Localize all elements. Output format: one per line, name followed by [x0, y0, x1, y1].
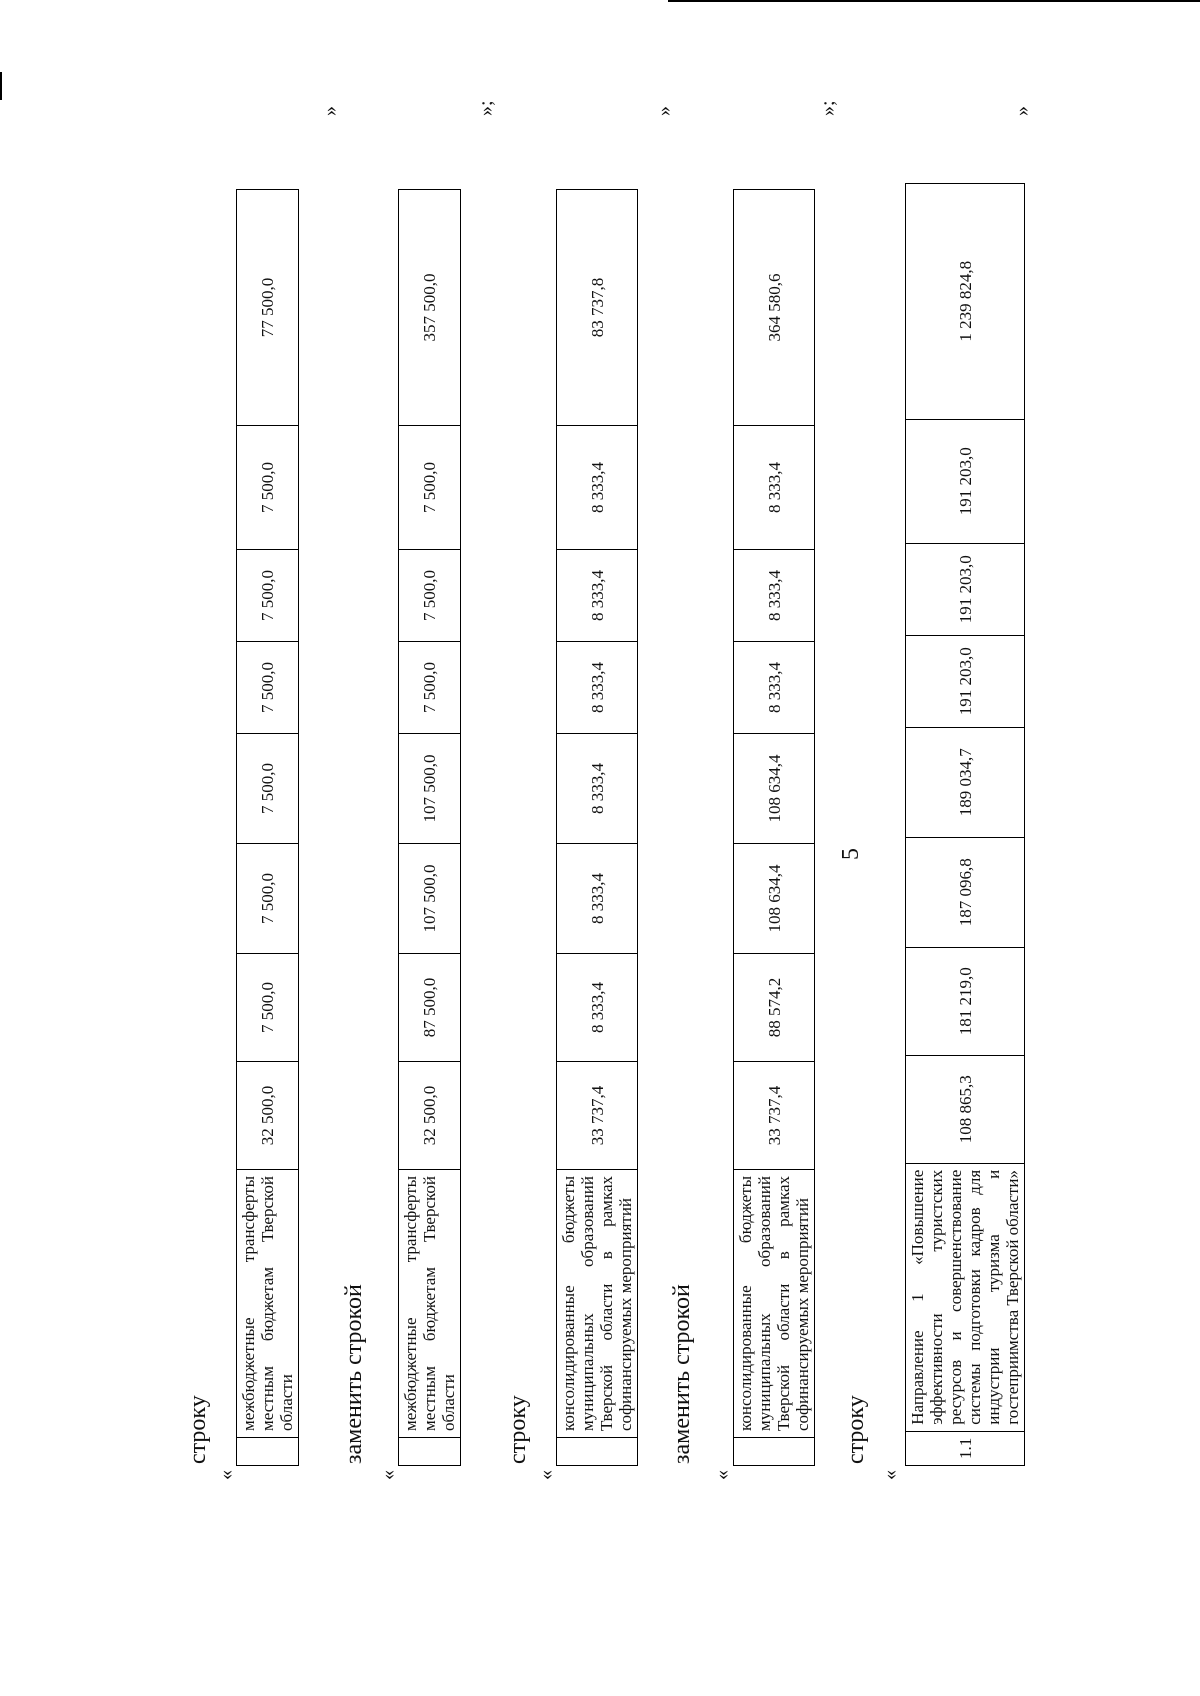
row-value: 83 737,8 — [557, 190, 638, 426]
table-row — [399, 190, 461, 1466]
row-value: 87 500,0 — [399, 954, 461, 1062]
table-row — [557, 190, 638, 1466]
row-value: 108 865,3 — [906, 1055, 1025, 1163]
row-value: 8 333,4 — [734, 550, 815, 642]
row-index: 1.1 — [906, 1431, 1025, 1465]
block-3-close-quote: » — [653, 106, 675, 116]
row-value: 7 500,0 — [399, 426, 461, 550]
row-value: 357 500,0 — [399, 190, 461, 426]
row-description: консолидированные бюджеты муниципальных образований Тверской области в рамках софинансируемых мероприятий — [557, 1170, 638, 1438]
row-value: 187 096,8 — [906, 837, 1025, 947]
block-4-open-quote: « — [711, 1470, 733, 1480]
row-value: 8 333,4 — [557, 426, 638, 550]
block-4-label: заменить строкой — [669, 1284, 695, 1464]
row-value: 32 500,0 — [399, 1062, 461, 1170]
row-value: 8 333,4 — [557, 642, 638, 734]
block-1-table — [236, 189, 299, 1466]
row-value: 7 500,0 — [237, 550, 299, 642]
row-index — [557, 1438, 638, 1466]
block-4-table — [733, 189, 815, 1466]
block-1-label: строку — [185, 1395, 211, 1464]
table-row — [237, 190, 299, 1466]
row-value: 7 500,0 — [237, 954, 299, 1062]
row-value: 107 500,0 — [399, 734, 461, 844]
block-5-close-quote: » — [1011, 106, 1033, 116]
row-value: 364 580,6 — [734, 190, 815, 426]
row-value: 8 333,4 — [557, 734, 638, 844]
row-value: 108 634,4 — [734, 734, 815, 844]
block-3-label: строку — [505, 1395, 531, 1464]
row-value: 77 500,0 — [237, 190, 299, 426]
row-index — [399, 1438, 461, 1466]
block-1-open-quote: « — [215, 1470, 237, 1480]
row-value: 33 737,4 — [557, 1062, 638, 1170]
row-value: 7 500,0 — [237, 642, 299, 734]
row-value: 191 203,0 — [906, 419, 1025, 543]
block-2-open-quote: « — [377, 1470, 399, 1480]
row-value: 181 219,0 — [906, 947, 1025, 1055]
row-description: Направление 1 «Повышение эффективности туристских ресурсов и совершенствование системы подготовки кадров для индустрии туризма и гостеприимства Тверской области» — [906, 1163, 1025, 1431]
row-description: межбюджетные трансферты местным бюджетам Тверской области — [237, 1170, 299, 1438]
row-value: 33 737,4 — [734, 1062, 815, 1170]
row-value: 8 333,4 — [734, 642, 815, 734]
row-value: 108 634,4 — [734, 844, 815, 954]
row-description: межбюджетные трансферты местным бюджетам Тверской области — [399, 1170, 461, 1438]
row-value: 191 203,0 — [906, 635, 1025, 727]
row-value: 191 203,0 — [906, 543, 1025, 635]
page-number: 5 — [838, 848, 864, 860]
row-value: 8 333,4 — [557, 550, 638, 642]
row-value: 8 333,4 — [557, 954, 638, 1062]
row-value: 88 574,2 — [734, 954, 815, 1062]
block-3-table — [556, 189, 638, 1466]
block-5-open-quote: « — [879, 1470, 901, 1480]
row-index — [734, 1438, 815, 1466]
row-value: 7 500,0 — [237, 426, 299, 550]
row-value: 8 333,4 — [734, 426, 815, 550]
block-2-table — [398, 189, 461, 1466]
row-value: 189 034,7 — [906, 727, 1025, 837]
block-5-label: строку — [843, 1395, 869, 1464]
block-3-open-quote: « — [535, 1470, 557, 1480]
table-row — [734, 190, 815, 1466]
block-4-close-quote: »; — [817, 100, 839, 116]
block-1-close-quote: » — [319, 106, 341, 116]
block-5-table — [905, 183, 1025, 1466]
row-index — [237, 1438, 299, 1466]
block-2-label: заменить строкой — [341, 1284, 367, 1464]
row-value: 7 500,0 — [237, 844, 299, 954]
row-value: 107 500,0 — [399, 844, 461, 954]
row-description: консолидированные бюджеты муниципальных образований Тверской области в рамках софинансируемых мероприятий — [734, 1170, 815, 1438]
row-value: 8 333,4 — [557, 844, 638, 954]
block-2-close-quote: »; — [475, 100, 497, 116]
row-value: 32 500,0 — [237, 1062, 299, 1170]
row-value: 1 239 824,8 — [906, 183, 1025, 419]
row-value: 7 500,0 — [399, 642, 461, 734]
row-value: 7 500,0 — [237, 734, 299, 844]
row-value: 7 500,0 — [399, 550, 461, 642]
table-row — [906, 183, 1025, 1465]
